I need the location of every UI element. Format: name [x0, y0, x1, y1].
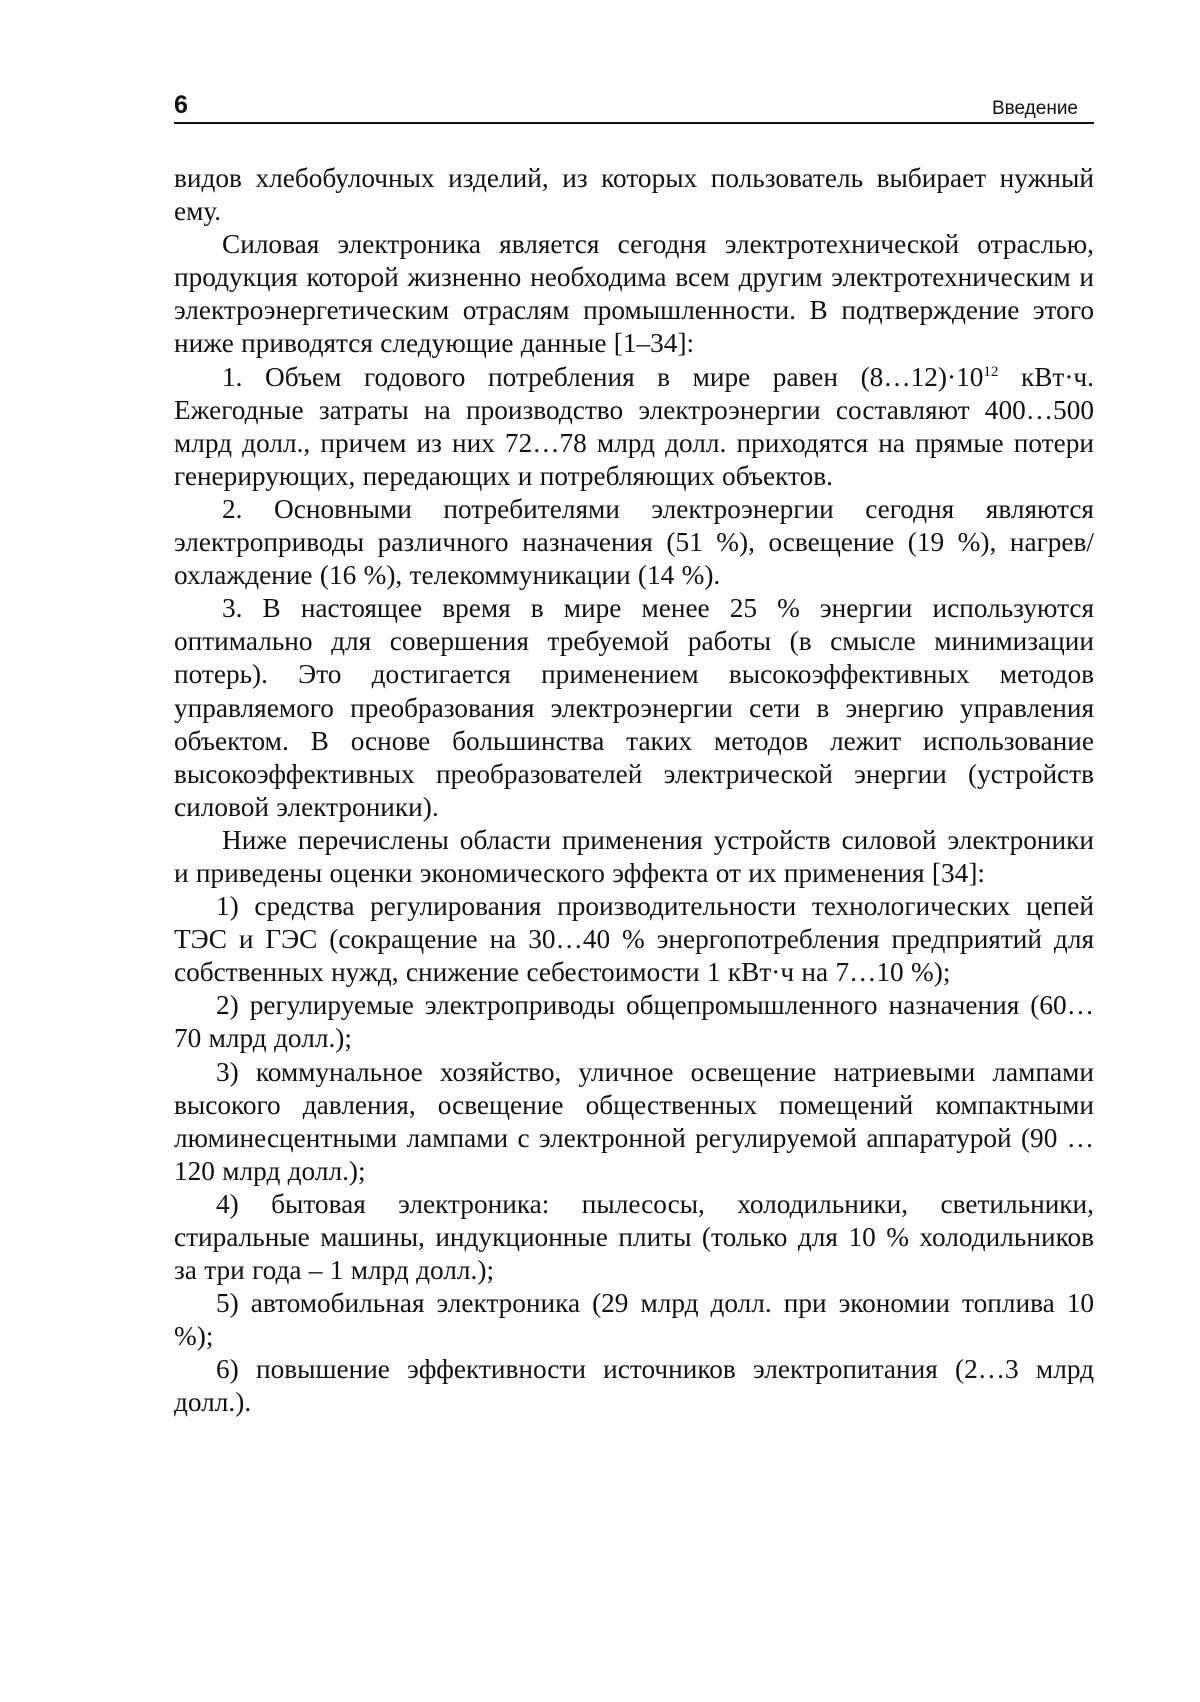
paragraph-fact-3: 3. В настоящее время в мире менее 25 % энергии используются оптимально для совершения требуемой работы (в смысле минимизации потерь). Это достигается применением высокоэффективных методов управляемого преобразования электроэнергии сети в энергию управления объектом. В основе большинства таких методов лежит использование высокоэффективных преобразователей электрической энергии (устройств силовой электроники).	[174, 593, 1094, 822]
list-item: 5) автомобильная электроника (29 млрд долл. при экономии топлива 10 %);	[174, 1288, 1094, 1352]
paragraph-applications-intro: Ниже перечислены области применения устройств силовой электроники и приведены оценки экономического эффекта от их применения [34]:	[174, 824, 1094, 888]
document-page	[174, 92, 1094, 1420]
page-header	[174, 92, 1094, 124]
fact-1-text: 1. Объем годового потребления в мире равен (8…12)·10	[222, 361, 984, 392]
paragraph-power-electronics: Силовая электроника является сегодня электротехнической отраслью, продукция которой жизненно необходима всем другим электротехническим и электроэнергетическим отраслям промышленности. В подтверждение этого ниже приводятся следующие данные [1–34]:	[174, 229, 1094, 359]
paragraph-fact-1	[174, 361, 1094, 493]
list-item: 1) средства регулирования производительности технологических цепей ТЭС и ГЭС (сокращение на 30…40 % энергопотребления предприятий для собственных нужд, снижение себестоимости 1 кВт·ч на 7…10 %);	[174, 891, 1094, 988]
page-number: 6	[174, 91, 188, 119]
page-body	[174, 162, 1094, 1420]
paragraph-continuation: видов хлебобулочных изделий, из которых пользователь выбирает нужный ему.	[174, 163, 1094, 227]
list-item: 6) повышение эффективности источников электропитания (2…3 млрд долл.).	[174, 1354, 1094, 1418]
paragraph-fact-2: 2. Основными потребителями электроэнергии сегодня являются электроприводы различного назначения (51 %), освещение (19 %), нагрев/охлаждение (16 %), телекоммуникации (14 %).	[174, 493, 1094, 591]
exponent: 12	[983, 363, 999, 380]
list-item: 2) регулируемые электроприводы общепромышленного назначения (60…70 млрд долл.);	[174, 990, 1094, 1054]
list-item: 3) коммунальное хозяйство, уличное освещение натриевыми лампами высокого давления, освещение общественных помещений компактными люминесцентными лампами с электронной регулируемой аппаратурой (90 … 120 млрд долл.);	[174, 1056, 1094, 1186]
list-item: 4) бытовая электроника: пылесосы, холодильники, светильники, стиральные машины, индукционные плиты (только для 10 % холодильников за три года – 1 млрд долл.);	[174, 1188, 1094, 1286]
running-title: Введение	[991, 98, 1078, 119]
fact-1-text-rest: кВт·ч. Ежегодные затраты на производство электроэнергии составляют 400…500 млрд долл., причем из них 72…78 млрд долл. приходятся на прямые потери генерирующих, передающих и потребляющих объектов.	[174, 361, 1094, 491]
